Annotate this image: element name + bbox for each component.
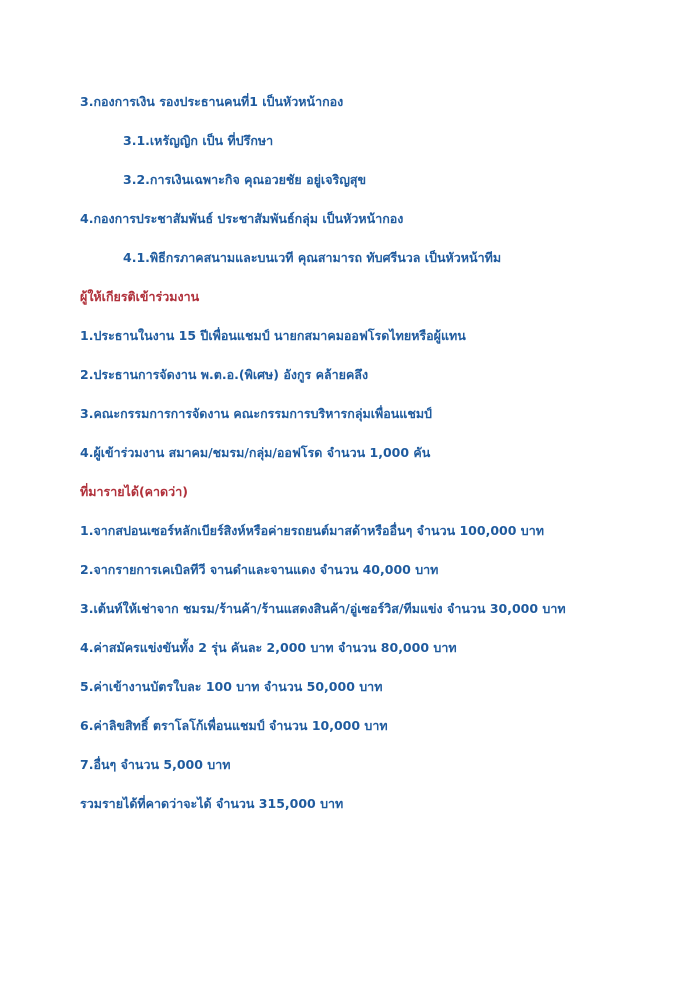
income-item-sponsor: 1.จากสปอนเซอร์หลักเบียร์สิงห์หรือค่ายรถยนต์มาสด้าหรืออื่นๆ จำนวน 100,000 บาท <box>80 523 544 538</box>
committee-subitem-treasurer: 3.1.เหรัญญิก เป็น ที่ปรึกษา <box>123 133 274 148</box>
income-item-logo-rights: 6.ค่าลิขสิทธิ์ ตราโลโก้เพื่อนแชมป์ จำนวน 10,000 บาท <box>80 718 388 733</box>
committee-item-finance: 3.กองการเงิน รองประธานคนที่1 เป็นหัวหน้ากอง <box>80 94 344 109</box>
income-item-entry-fee: 4.ค่าสมัครแข่งขันทั้ง 2 รุ่น คันละ 2,000 บาท จำนวน 80,000 บาท <box>80 640 457 655</box>
income-total: รวมรายได้ที่คาดว่าจะได้ จำนวน 315,000 บาท <box>80 796 344 811</box>
committee-subitem-special-finance: 3.2.การเงินเฉพาะกิจ คุณอวยชัย อยู่เจริญสุข <box>123 172 367 187</box>
income-item-other: 7.อื่นๆ จำนวน 5,000 บาท <box>80 757 231 772</box>
income-item-tickets: 5.ค่าเข้างานบัตรใบละ 100 บาท จำนวน 50,000 บาท <box>80 679 383 694</box>
income-item-tent-rental: 3.เต้นท์ให้เช่าจาก ชมรม/ร้านค้า/ร้านแสดงสินค้า/อู่เซอร์วิส/ทีมแข่ง จำนวน 30,000 บาท <box>80 601 566 616</box>
guest-item-chairman: 1.ประธานในงาน 15 ปีเพื่อนแชมป์ นายกสมาคมออฟโรดไทยหรือผู้แทน <box>80 328 466 343</box>
guest-item-organizer: 2.ประธานการจัดงาน พ.ต.อ.(พิเศษ) อังกูร คล้ายคลึง <box>80 367 369 382</box>
guest-item-committee: 3.คณะกรรมการการจัดงาน คณะกรรมการบริหารกลุ่มเพื่อนแชมป์ <box>80 406 432 421</box>
committee-subitem-mc: 4.1.พิธีกรภาคสนามและบนเวที คุณสามารถ ทับศรีนวล เป็นหัวหน้าทีม <box>123 250 502 265</box>
guests-heading: ผู้ให้เกียรติเข้าร่วมงาน <box>80 289 200 304</box>
committee-item-pr: 4.กองการประชาสัมพันธ์ ประชาสัมพันธ์กลุ่ม เป็นหัวหน้ากอง <box>80 211 404 226</box>
income-heading: ที่มารายได้(คาดว่า) <box>80 484 188 499</box>
income-item-cable-tv: 2.จากรายการเคเบิลทีวี จานดำและจานแดง จำนวน 40,000 บาท <box>80 562 439 577</box>
guest-item-participants: 4.ผู้เข้าร่วมงาน สมาคม/ชมรม/กลุ่ม/ออฟโรด จำนวน 1,000 คัน <box>80 445 431 460</box>
